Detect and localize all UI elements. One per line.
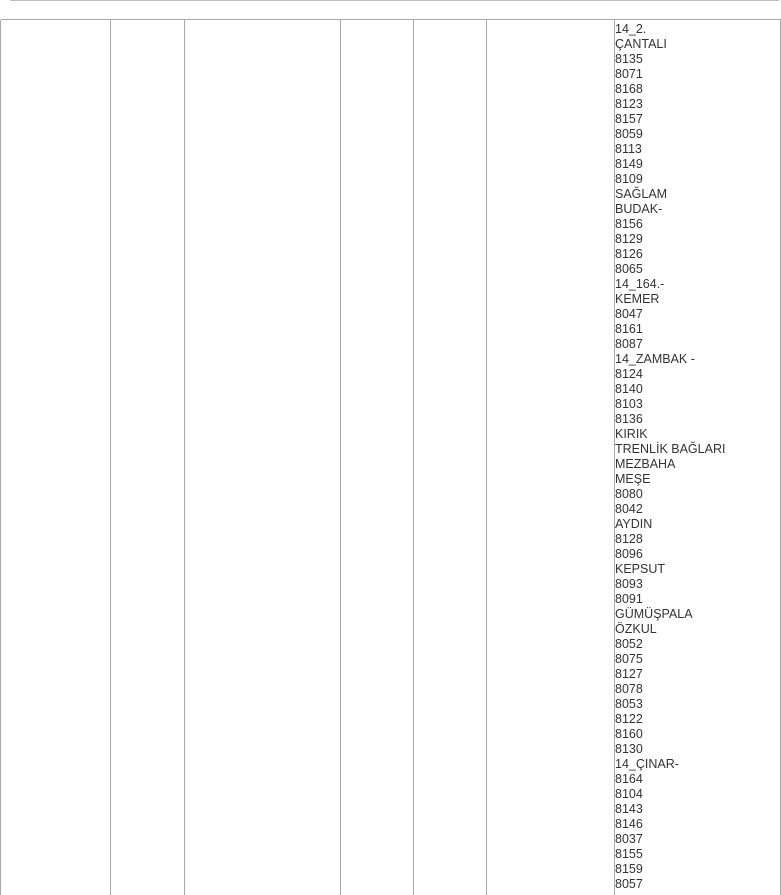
table-cell-5: [414, 20, 487, 895]
list-item: 8135: [615, 52, 643, 66]
list-item: GÜMÜŞPALA: [615, 607, 693, 621]
list-item: 8096: [615, 547, 643, 561]
list-item: AYDIN: [615, 517, 653, 531]
list-item: 8042: [615, 502, 643, 516]
list-item: 8087: [615, 337, 643, 351]
list-item: 8053: [615, 697, 643, 711]
list-item: 8127: [615, 667, 643, 681]
list-item: BUDAK-: [615, 202, 663, 216]
list-item: KEPSUT: [615, 562, 666, 576]
cell-content: [615, 20, 780, 892]
list-item: 8091: [615, 592, 643, 606]
list-item: 8080: [615, 487, 643, 501]
list-item: 8122: [615, 712, 643, 726]
top-rule: [10, 0, 779, 1]
list-item: 8109: [615, 172, 643, 186]
list-item: 14_ÇINAR-: [615, 757, 679, 771]
list-item: MEZBAHA: [615, 457, 676, 471]
list-item: ÖZKUL: [615, 622, 657, 636]
list-item: 8128: [615, 532, 643, 546]
list-item: 8113: [615, 142, 642, 156]
list-item: 8156: [615, 217, 643, 231]
list-item: 8075: [615, 652, 643, 666]
list-item: KEMER: [615, 292, 660, 306]
list-item: 14_2.: [615, 22, 647, 36]
list-item: 8052: [615, 637, 643, 651]
list-item: 8047: [615, 307, 643, 321]
list-item: 8155: [615, 847, 643, 861]
list-item: 8093: [615, 577, 643, 591]
list-item: 8157: [615, 112, 643, 126]
list-item: 8168: [615, 82, 643, 96]
table-cell-7: [615, 20, 781, 895]
list-item: 8143: [615, 802, 643, 816]
list-item: TRENLİK BAĞLARI: [615, 442, 726, 456]
list-item: ÇANTALI: [615, 37, 667, 51]
list-item: 14_ZAMBAK -: [615, 352, 695, 366]
list-item: 8146: [615, 817, 643, 831]
list-item: 8057: [615, 877, 643, 891]
data-table: [0, 19, 781, 895]
list-item: 8149: [615, 157, 643, 171]
table-cell-4: [341, 20, 414, 895]
table-cell-6: [487, 20, 615, 895]
list-item: 8104: [615, 787, 643, 801]
table-cell-3: [185, 20, 341, 895]
table-row: [1, 20, 781, 895]
table-cell-2: [111, 20, 185, 895]
list-item: 8136: [615, 412, 643, 426]
list-item: 8103: [615, 397, 643, 411]
list-item: 8059: [615, 127, 643, 141]
list-item: 8037: [615, 832, 643, 846]
list-item: 8126: [615, 247, 643, 261]
list-item: KIRIK: [615, 427, 648, 441]
list-item: SAĞLAM: [615, 187, 668, 201]
list-item: MEŞE: [615, 472, 651, 486]
list-item: 8129: [615, 232, 643, 246]
list-item: 8123: [615, 97, 643, 111]
list-item: 8164: [615, 772, 643, 786]
location-list: [615, 22, 780, 892]
list-item: 8130: [615, 742, 643, 756]
list-item: 8078: [615, 682, 643, 696]
list-item: 8071: [615, 67, 643, 81]
list-item: 8161: [615, 322, 643, 336]
list-item: 8160: [615, 727, 643, 741]
list-item: 14_164.-: [615, 277, 665, 291]
list-item: 8159: [615, 862, 643, 876]
list-item: 8124: [615, 367, 643, 381]
table-cell-1: [1, 20, 111, 895]
list-item: 8065: [615, 262, 643, 276]
list-item: 8140: [615, 382, 643, 396]
